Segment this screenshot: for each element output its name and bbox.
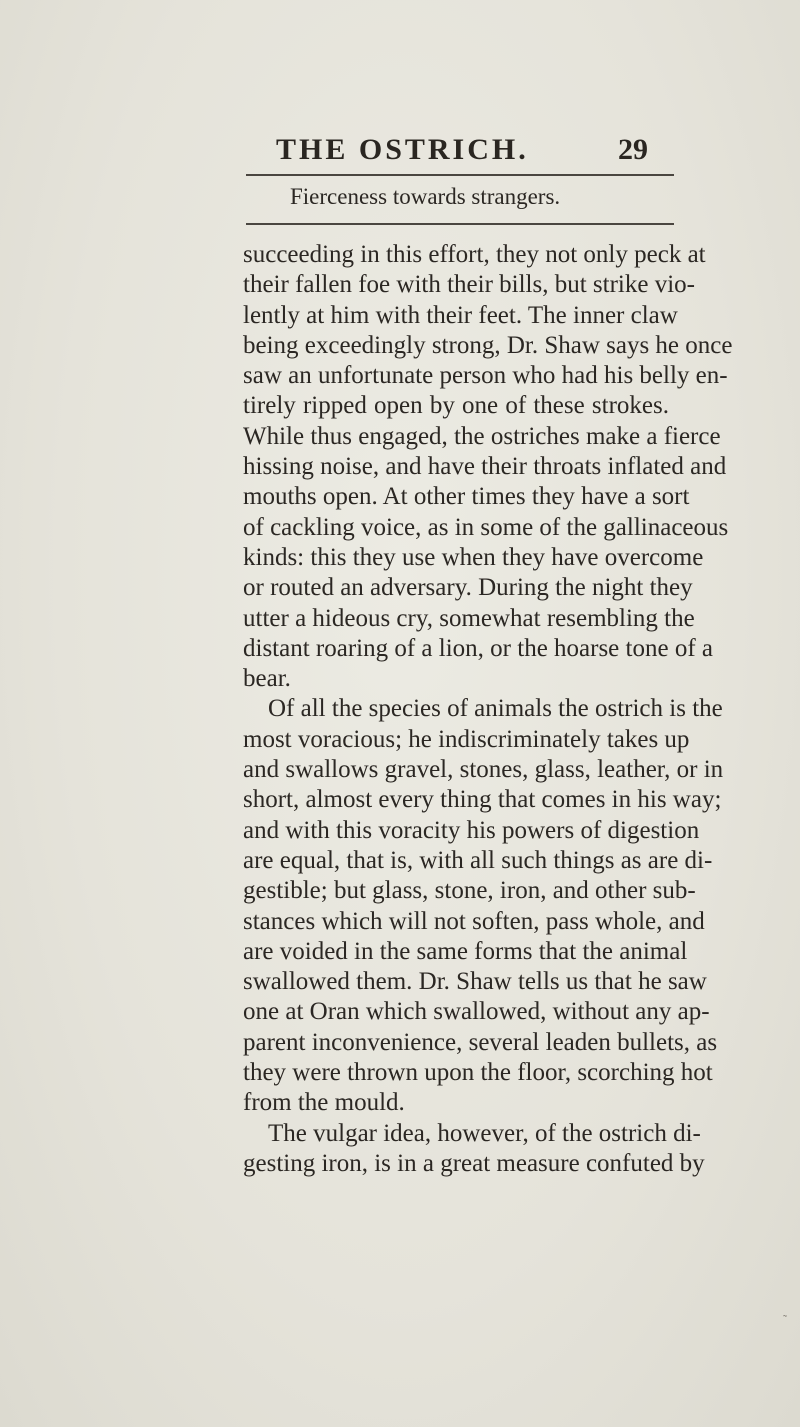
text-line: are equal, that is, with all such things as are di- [243, 846, 713, 874]
text-line: being exceedingly strong, Dr. Shaw says he once [243, 331, 733, 359]
text-line: lently at him with their feet. The inner claw [243, 301, 678, 329]
section-subheading: Fierceness towards strangers. [290, 184, 561, 209]
text-line: their fallen foe with their bills, but strike vio- [243, 271, 695, 299]
page-speck: ˜ [783, 1312, 787, 1326]
text-line: parent inconvenience, several leaden bullets, as [243, 1028, 718, 1056]
running-title: THE OSTRICH. [276, 133, 529, 166]
text-line: and with this voracity his powers of digestion [243, 816, 700, 844]
text-line: distant roaring of a lion, or the hoarse tone of a [243, 634, 713, 662]
page-number: 29 [618, 133, 648, 166]
text-line: bear. [243, 665, 291, 693]
text-line: stances which will not soften, pass whole, and [243, 907, 705, 935]
header-rule-top [246, 174, 674, 176]
text-line: are voided in the same forms that the animal [243, 937, 688, 965]
running-head [246, 133, 666, 175]
text-line: kinds: this they use when they have overcome [243, 543, 704, 571]
text-line: saw an unfortunate person who had his belly en- [243, 362, 728, 390]
text-line: short, almost every thing that comes in his way; [243, 786, 722, 814]
text-line: one at Oran which swallowed, without any ap- [243, 998, 710, 1026]
text-line: Of all the species of animals the ostrich is the [268, 695, 723, 723]
text-line: from the mould. [243, 1089, 405, 1117]
text-line: hissing noise, and have their throats inflated and [243, 453, 727, 481]
text-line: gesting iron, is in a great measure confuted by [243, 1149, 705, 1177]
text-line: mouths open. At other times they have a sort [243, 483, 690, 511]
text-line: or routed an adversary. During the night they [243, 574, 693, 602]
text-line: gestible; but glass, stone, iron, and other sub- [243, 877, 696, 905]
text-line: most voracious; he indiscriminately takes up [243, 725, 690, 753]
text-line: tirely ripped open by one of these strokes. [243, 392, 669, 420]
text-line: they were thrown upon the floor, scorching hot [243, 1059, 713, 1087]
text-line: While thus engaged, the ostriches make a fierce [243, 422, 721, 450]
text-line: utter a hideous cry, somewhat resembling the [243, 604, 695, 632]
text-line: and swallows gravel, stones, glass, leather, or in [243, 756, 724, 784]
text-line: of cackling voice, as in some of the gallinaceous [243, 513, 729, 541]
header-rule-bottom [246, 223, 674, 225]
text-line: The vulgar idea, however, of the ostrich di- [268, 1119, 701, 1147]
body-text [243, 240, 733, 1179]
text-line: succeeding in this effort, they not only peck at [243, 241, 706, 268]
text-line: swallowed them. Dr. Shaw tells us that he saw [243, 968, 707, 996]
